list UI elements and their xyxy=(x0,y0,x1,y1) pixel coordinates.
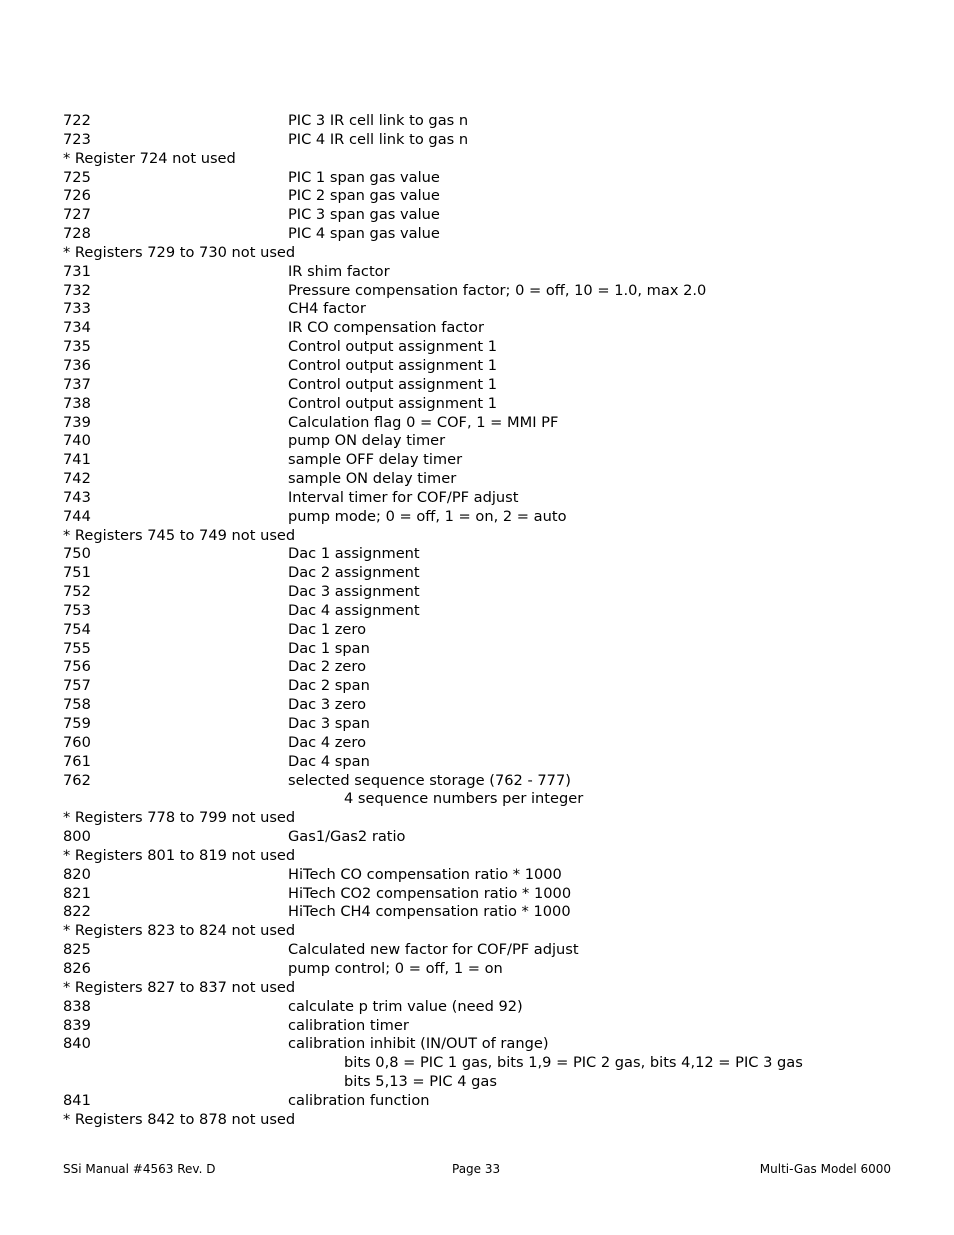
register-number: 725 xyxy=(63,168,91,186)
register-description: PIC 3 span gas value xyxy=(288,206,440,224)
note-text: * Registers 823 to 824 not used xyxy=(63,922,296,940)
note-text: * Register 724 not used xyxy=(63,149,236,167)
register-description: Dac 1 zero xyxy=(288,620,367,638)
register-number: 753 xyxy=(63,601,91,619)
register-number: 722 xyxy=(63,112,91,129)
register-description: Interval timer for COF/PF adjust xyxy=(288,488,519,506)
register-number: 739 xyxy=(63,413,91,431)
register-number: 825 xyxy=(63,941,91,959)
register-description: selected sequence storage (762 - 777) xyxy=(288,771,571,789)
register-number: 731 xyxy=(63,262,91,280)
register-description: Dac 4 span xyxy=(288,752,370,770)
register-description: IR CO compensation factor xyxy=(288,319,484,337)
note-text: * Registers 729 to 730 not used xyxy=(63,243,296,261)
register-number: 750 xyxy=(63,545,91,563)
register-number: 742 xyxy=(63,470,91,488)
footer-manual-id: SSi Manual #4563 Rev. D xyxy=(63,1162,216,1176)
register-description: pump control; 0 = off, 1 = on xyxy=(288,959,503,977)
footer-model-name: Multi-Gas Model 6000 xyxy=(759,1162,891,1176)
register-number: 757 xyxy=(63,677,91,695)
register-number: 761 xyxy=(63,752,91,770)
register-number: 840 xyxy=(63,1035,91,1053)
register-number: 726 xyxy=(63,187,91,205)
register-number: 738 xyxy=(63,394,91,412)
register-number: 820 xyxy=(63,865,91,883)
register-number: 723 xyxy=(63,130,91,148)
register-description: PIC 4 IR cell link to gas n xyxy=(288,130,469,148)
register-number: 762 xyxy=(63,771,91,789)
register-description: Dac 4 assignment xyxy=(288,601,420,619)
register-description: PIC 1 span gas value xyxy=(288,168,440,186)
continuation-text: bits 0,8 = PIC 1 gas, bits 1,9 = PIC 2 gas, bits 4,12 = PIC 3 gas xyxy=(344,1054,803,1072)
register-description: Dac 4 zero xyxy=(288,733,367,751)
register-number: 821 xyxy=(63,884,91,902)
register-description: Calculation flag 0 = COF, 1 = MMI PF xyxy=(288,413,559,431)
register-description: Gas1/Gas2 ratio xyxy=(288,828,406,846)
footer-page-number: Page 33 xyxy=(452,1162,501,1176)
register-number: 732 xyxy=(63,281,91,299)
register-description: Control output assignment 1 xyxy=(288,338,497,356)
register-description: PIC 2 span gas value xyxy=(288,187,440,205)
register-number: 734 xyxy=(63,319,91,337)
register-number: 838 xyxy=(63,997,91,1015)
register-description: Pressure compensation factor; 0 = off, 10 = 1.0, max 2.0 xyxy=(288,281,707,299)
register-description: IR shim factor xyxy=(288,262,390,280)
register-description: pump ON delay timer xyxy=(288,432,446,450)
register-number: 735 xyxy=(63,338,91,356)
register-description: PIC 3 IR cell link to gas n xyxy=(288,112,469,129)
register-number: 744 xyxy=(63,507,91,525)
register-number: 839 xyxy=(63,1016,91,1034)
note-text: * Registers 778 to 799 not used xyxy=(63,809,296,827)
register-description: calibration inhibit (IN/OUT of range) xyxy=(288,1035,549,1053)
register-number: 743 xyxy=(63,488,91,506)
register-number: 756 xyxy=(63,658,91,676)
register-number: 727 xyxy=(63,206,91,224)
register-description: sample OFF delay timer xyxy=(288,451,463,469)
register-number: 822 xyxy=(63,903,91,921)
register-description: Control output assignment 1 xyxy=(288,356,497,374)
register-description: calculate p trim value (need 92) xyxy=(288,997,523,1015)
register-number: 759 xyxy=(63,715,91,732)
register-number: 740 xyxy=(63,432,91,450)
register-description: Dac 3 assignment xyxy=(288,583,420,601)
register-description: sample ON delay timer xyxy=(288,470,457,488)
register-description: HiTech CH4 compensation ratio * 1000 xyxy=(288,903,571,921)
register-number: 826 xyxy=(63,959,91,977)
register-number: 751 xyxy=(63,564,91,582)
register-description: Dac 2 zero xyxy=(288,658,367,676)
register-description: Control output assignment 1 xyxy=(288,394,497,412)
register-description: Dac 2 span xyxy=(288,677,370,695)
register-description: Calculated new factor for COF/PF adjust xyxy=(288,941,579,959)
register-description: calibration function xyxy=(288,1091,430,1109)
register-description: Dac 3 span xyxy=(288,715,370,732)
register-number: 736 xyxy=(63,356,91,374)
register-description: calibration timer xyxy=(288,1016,409,1034)
register-description: Dac 1 span xyxy=(288,639,370,657)
register-description: Control output assignment 1 xyxy=(288,375,497,393)
register-number: 800 xyxy=(63,828,91,846)
register-number: 755 xyxy=(63,639,91,657)
register-description: Dac 1 assignment xyxy=(288,545,420,563)
register-number: 733 xyxy=(63,300,91,318)
register-number: 758 xyxy=(63,696,91,714)
register-description: Dac 2 assignment xyxy=(288,564,420,582)
register-description: HiTech CO2 compensation ratio * 1000 xyxy=(288,884,572,902)
register-number: 841 xyxy=(63,1091,91,1109)
register-description: PIC 4 span gas value xyxy=(288,225,440,243)
register-description: Dac 3 zero xyxy=(288,696,367,714)
note-text: * Registers 842 to 878 not used xyxy=(63,1110,296,1128)
register-description: pump mode; 0 = off, 1 = on, 2 = auto xyxy=(288,507,567,525)
register-number: 737 xyxy=(63,375,91,393)
register-description: CH4 factor xyxy=(288,300,366,318)
note-text: * Registers 745 to 749 not used xyxy=(63,526,296,544)
register-number: 760 xyxy=(63,733,91,751)
register-number: 741 xyxy=(63,451,91,469)
register-number: 728 xyxy=(63,225,91,243)
register-number: 754 xyxy=(63,620,91,638)
register-description: HiTech CO compensation ratio * 1000 xyxy=(288,865,562,883)
continuation-text: 4 sequence numbers per integer xyxy=(344,790,584,808)
note-text: * Registers 801 to 819 not used xyxy=(63,846,296,864)
note-text: * Registers 827 to 837 not used xyxy=(63,978,296,996)
continuation-text: bits 5,13 = PIC 4 gas xyxy=(344,1073,497,1091)
register-number: 752 xyxy=(63,583,91,601)
